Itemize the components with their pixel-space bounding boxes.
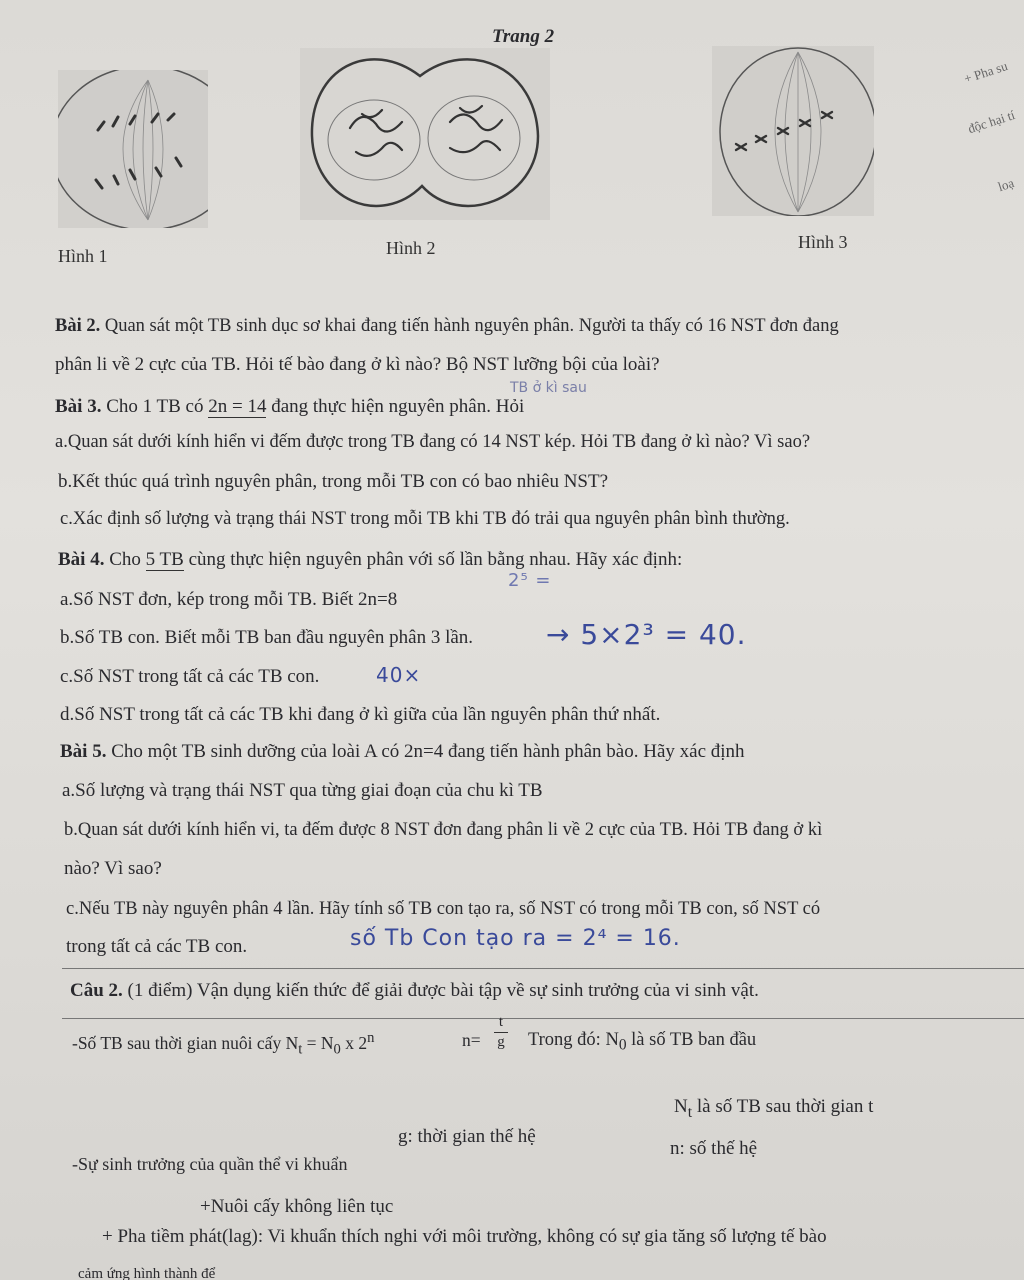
fraction-numerator: t — [498, 1014, 504, 1030]
bai4-question-d: d.Số NST trong tất cả các TB khi đang ở kì giữa của lần nguyên phân thứ nhất. — [60, 704, 661, 725]
bai4-label: Bài 4. — [58, 549, 105, 570]
cau2-cut-line: cảm ứng hình thành để — [78, 1266, 216, 1280]
bai3-question-b: b.Kết thúc quá trình nguyên phân, trong mỗi TB con có bao nhiêu NST? — [58, 471, 609, 492]
figure-3-cell-image — [712, 46, 874, 216]
page-label: Trang 2 — [492, 26, 555, 47]
margin-note-3: loạ — [996, 175, 1016, 195]
cau2-formula — [72, 1030, 374, 1058]
cau2-lag: + Pha tiềm phát(lag): Vi khuẩn thích nghi với môi trường, không có sự gia tăng số lượng tế bào — [102, 1226, 827, 1247]
bai4-question-b: b.Số TB con. Biết mỗi TB ban đầu nguyên phân 3 lần. — [60, 627, 474, 648]
bai4-handwritten-top: 2⁵ = — [508, 570, 552, 591]
cau2-where — [528, 1030, 756, 1055]
formula-post: x 2 — [340, 1032, 368, 1053]
figure-2-cell-image — [300, 48, 550, 220]
bai4-intro-post: cùng thực hiện nguyên phân với số lần bằng nhau. Hãy xác định: — [183, 549, 683, 570]
formula-sup-n: n — [367, 1030, 375, 1046]
bai2-label: Bài 2. — [55, 316, 101, 336]
cau2-culture: +Nuôi cấy không liên tục — [200, 1196, 394, 1217]
bai3-intro-post: đang thực hiện nguyên phân. Hỏi — [266, 396, 525, 417]
cau2-top-rule — [62, 968, 1024, 969]
nt-sub: t — [687, 1103, 693, 1121]
bai2-text-1: Quan sát một TB sinh dục sơ khai đang tiến hành nguyên phân. Người ta thấy có 16 NST đơn đang — [104, 316, 839, 336]
cau2-bottom-rule — [62, 1018, 1024, 1019]
bai5-label: Bài 5. — [60, 741, 107, 762]
figure-3-caption: Hình 3 — [798, 232, 848, 252]
bai4-intro — [58, 549, 682, 571]
nt-post: là số TB sau thời gian t — [692, 1096, 874, 1117]
fraction-denominator: g — [497, 1034, 505, 1050]
figure-1-caption: Hình 1 — [58, 246, 108, 266]
formula-mid: = N — [302, 1032, 334, 1053]
formula-sub-0: 0 — [333, 1041, 341, 1058]
where-post: là số TB ban đầu — [626, 1030, 757, 1050]
margin-note-1: + Pha su — [962, 58, 1010, 87]
bai5-intro — [60, 741, 745, 763]
bai5-handwritten-c: số Tb Con tạo ra = 2⁴ = 16. — [350, 926, 681, 951]
bai5-intro-text: Cho một TB sinh dưỡng của loài A có 2n=4 đang tiến hành phân bào. Hãy xác định — [111, 741, 745, 762]
cau2-title-line — [70, 980, 759, 1002]
bai4-handwritten-b: → 5×2³ = 40. — [546, 618, 747, 651]
cau2-growth: -Sự sinh trưởng của quần thể vi khuẩn — [72, 1154, 348, 1174]
bai5-question-b-line1: b.Quan sát dưới kính hiển vi, ta đếm được 8 NST đơn đang phân li về 2 cực của TB. Hỏi TB đang ở kì — [64, 820, 823, 840]
bai3-question-a: a.Quan sát dưới kính hiển vi đếm được trong TB đang có 14 NST kép. Hỏi TB đang ở kì nào? Vì sao? — [55, 432, 811, 452]
formula-pre: -Số TB sau thời gian nuôi cấy N — [72, 1032, 299, 1053]
bai3-intro-underlined: 2n = 14 — [208, 396, 267, 417]
bai2-line2: phân li về 2 cực của TB. Hỏi tế bào đang ở kì nào? Bộ NST lưỡng bội của loài? — [55, 354, 660, 375]
bai4-question-a: a.Số NST đơn, kép trong mỗi TB. Biết 2n=8 — [60, 589, 398, 610]
bai3-handwritten-note: TB ở kì sau — [510, 380, 587, 396]
bai2-line1 — [55, 316, 839, 337]
cau2-g-def: g: thời gian thế hệ — [398, 1126, 536, 1147]
bai5-question-c-line1: c.Nếu TB này nguyên phân 4 lần. Hãy tính số TB con tạo ra, số NST có trong mỗi TB con, số NST có — [66, 899, 821, 919]
bai3-question-c: c.Xác định số lượng và trạng thái NST trong mỗi TB khi TB đó trải qua nguyên phân bình thường. — [60, 509, 790, 529]
cau2-nt-def — [674, 1096, 873, 1122]
bai5-question-c-line2: trong tất cả các TB con. — [66, 936, 248, 957]
bai3-intro-pre: Cho 1 TB có — [106, 396, 209, 417]
formula-sub-t: t — [298, 1041, 303, 1058]
bai3-label: Bài 3. — [55, 396, 102, 417]
bai4-intro-underlined: 5 TB — [145, 549, 184, 570]
cau2-title: (1 điểm) Vận dụng kiến thức để giải được bài tập về sự sinh trưởng của vi sinh vật. — [122, 980, 759, 1001]
nt-pre: N — [674, 1096, 688, 1117]
bai4-intro-pre: Cho — [109, 549, 146, 570]
margin-note-2: độc hại tí — [966, 107, 1017, 137]
cau2-n-def: n: số thế hệ — [670, 1138, 758, 1159]
bai4-question-c: c.Số NST trong tất cả các TB con. — [60, 666, 320, 687]
bai5-question-b-line2: nào? Vì sao? — [64, 858, 162, 879]
bai3-intro — [55, 396, 524, 418]
figure-2-caption: Hình 2 — [386, 238, 436, 258]
bai4-handwritten-c: 40× — [376, 663, 422, 687]
cau2-n-eq: n= — [462, 1030, 481, 1050]
bai5-question-a: a.Số lượng và trạng thái NST qua từng giai đoạn của chu kì TB — [62, 780, 543, 801]
cau2-label: Câu 2. — [70, 980, 123, 1001]
where-pre: Trong đó: N — [528, 1030, 619, 1050]
cau2-fraction — [494, 1014, 508, 1051]
figure-1-cell-image — [58, 70, 208, 228]
where-sub: 0 — [618, 1036, 627, 1054]
